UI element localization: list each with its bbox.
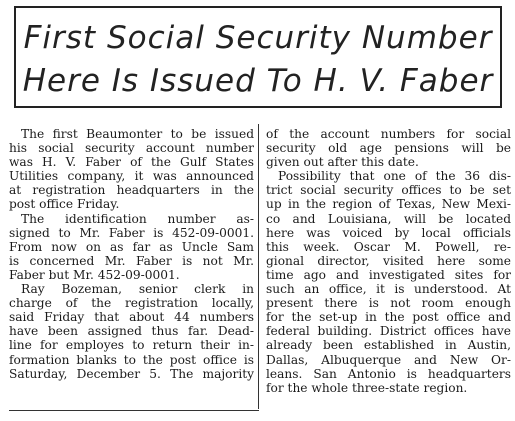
article-text-line: of the account numbers for social <box>266 127 511 141</box>
article-text-line: gional director, visited here some <box>266 253 511 268</box>
article-text-line: trict social security offices to be set <box>266 183 511 198</box>
article-text-line: post office Friday. <box>9 197 120 212</box>
article-text-line: Faber but Mr. 452-09-0001. <box>9 267 180 282</box>
article-text-line: here was voiced by local officials <box>266 225 511 240</box>
article-text-line: said Friday that about 44 numbers <box>9 310 254 325</box>
article-text-line: up in the region of Texas, New Mexi- <box>266 197 511 212</box>
article-text-line: was H. V. Faber of the Gulf States <box>9 155 254 170</box>
article-text-line: leans. San Antonio is headquarters <box>266 366 511 381</box>
article-text-line: Dallas, Albuquerque and New Or- <box>266 352 511 367</box>
article-text-line: for the set-up in the post office and <box>266 310 511 325</box>
article-text-line: time ago and investigated sites for <box>266 267 511 282</box>
article-text-line: federal building. District offices have <box>266 324 511 339</box>
article-text-line: for the whole three-state region. <box>266 380 468 395</box>
article-text-line: given out after this date. <box>266 155 419 170</box>
article-text-line: line for employes to return their in- <box>9 338 254 353</box>
article-text-line: From now on as far as Uncle Sam <box>9 239 254 254</box>
article-text-line: co and Louisiana, will be located <box>266 211 511 226</box>
article-text-line: Ray Bozeman, senior clerk in <box>21 282 254 297</box>
article-text-line: present there is not room enough <box>266 296 511 311</box>
article-text-line: charge of the registration locally, <box>9 296 254 311</box>
article-column-right <box>266 127 511 395</box>
article-text-line: security old age pensions will be <box>266 141 511 156</box>
article-text-line: is concerned Mr. Faber is not Mr. <box>9 253 254 268</box>
article-text-line: such an office, it is understood. At <box>266 282 511 297</box>
headline-line-1: First Social Security Number <box>23 20 493 56</box>
article-text-line: signed to Mr. Faber is 452-09-0001. <box>9 225 254 240</box>
article-text-line: have been assigned thus far. Dead- <box>9 324 254 339</box>
article-text-line: formation blanks to the post office is <box>9 352 254 367</box>
article-text-line: Utilities company, it was announced <box>9 169 254 184</box>
article-text-line: at registration headquarters in the <box>9 183 254 198</box>
column-divider <box>258 124 259 409</box>
article-text-line: this week. Oscar M. Powell, re- <box>266 239 511 254</box>
headline-box <box>14 6 502 108</box>
article-text-line: his social security account number <box>9 141 254 156</box>
article-column-left <box>9 127 254 381</box>
bottom-rule <box>9 410 259 411</box>
article-text-line: already been established in Austin, <box>266 338 511 353</box>
article-text-line: Saturday, December 5. The majority <box>9 366 254 381</box>
article-text-line: Possibility that one of the 36 dis- <box>278 169 511 184</box>
article-text-line: The identification number as- <box>21 211 254 226</box>
headline-line-2: Here Is Issued To H. V. Faber <box>22 63 494 99</box>
article-text-line: The first Beaumonter to be issued <box>21 127 254 141</box>
